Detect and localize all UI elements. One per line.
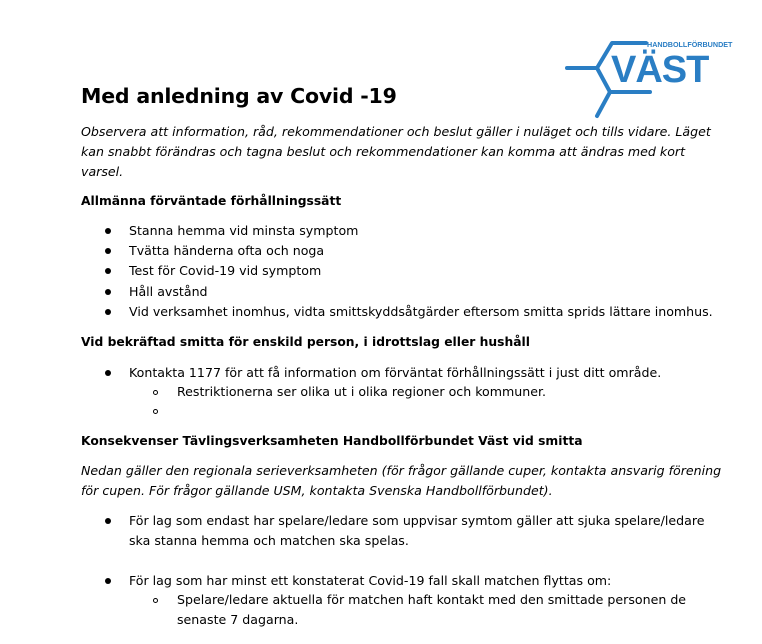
list-item-line: ska stanna hemma och matchen ska spelas. xyxy=(129,533,409,548)
section-heading: Vid bekräftad smitta för enskild person, i idrottslag eller hushåll xyxy=(81,335,530,349)
document-title: Med anledning av Covid -19 xyxy=(81,84,397,108)
list-item: Stanna hemma vid minsta symptom xyxy=(129,223,359,238)
bullet-icon xyxy=(105,248,111,254)
list-item: Håll avstånd xyxy=(129,284,208,299)
bullet-icon xyxy=(105,518,111,524)
bullet-icon xyxy=(105,289,111,295)
intro-paragraph xyxy=(81,122,711,182)
list-item-line: För lag som endast har spelare/ledare som uppvisar symtom gäller att sjuka spelare/ledare xyxy=(129,513,705,528)
list-item: För lag som har minst ett konstaterat Covid-19 fall skall matchen flyttas om: xyxy=(129,573,612,588)
logo-graphic xyxy=(560,30,733,125)
logo-org-small: HANDBOLLFÖRBUNDET xyxy=(647,40,733,49)
list-item: Tvätta händerna ofta och noga xyxy=(129,243,325,258)
sub-bullet-icon xyxy=(153,409,158,414)
bullet-icon xyxy=(105,228,111,234)
list-item: Vid verksamhet inomhus, vidta smittskyddsåtgärder eftersom smitta sprids lättare inomhus. xyxy=(129,304,713,319)
sub-list-item-line: Spelare/ledare aktuella för matchen haft kontakt med den smittade personen de xyxy=(177,592,687,607)
sub-bullet-icon xyxy=(153,390,158,395)
intro-line: Observera att information, råd, rekommendationer och beslut gäller i nuläget och tills vidare. Läget xyxy=(81,124,711,139)
sub-list-item: Restriktionerna ser olika ut i olika regioner och kommuner. xyxy=(177,384,547,399)
bullet-icon xyxy=(105,309,111,315)
intro-line: kan snabbt förändras och tagna beslut och rekommendationer kan komma att ändras med kort xyxy=(81,144,686,159)
logo-org-large: VÄST xyxy=(611,49,709,91)
section-note xyxy=(81,461,721,501)
bullet-icon xyxy=(105,578,111,584)
sub-list-item-line: senaste 7 dagarna. xyxy=(177,612,299,627)
section-heading: Konsekvenser Tävlingsverksamheten Handbollförbundet Väst vid smitta xyxy=(81,434,583,448)
sub-list-item xyxy=(177,590,686,630)
handbollforbundet-vast-logo xyxy=(560,30,733,125)
bullet-icon xyxy=(105,268,111,274)
sub-bullet-icon xyxy=(153,598,158,603)
bullet-icon xyxy=(105,370,111,376)
intro-line: varsel. xyxy=(81,164,124,179)
list-item xyxy=(129,511,704,551)
note-line: Nedan gäller den regionala serieverksamheten (för frågor gällande cuper, kontakta ansvarig förening xyxy=(81,463,722,478)
list-item: Kontakta 1177 för att få information om förväntat förhållningssätt i just ditt område. xyxy=(129,365,662,380)
note-line: för cupen. För frågor gällande USM, kontakta Svenska Handbollförbundet). xyxy=(81,483,553,498)
section-heading: Allmänna förväntade förhållningssätt xyxy=(81,194,342,208)
list-item: Test för Covid-19 vid symptom xyxy=(129,263,322,278)
